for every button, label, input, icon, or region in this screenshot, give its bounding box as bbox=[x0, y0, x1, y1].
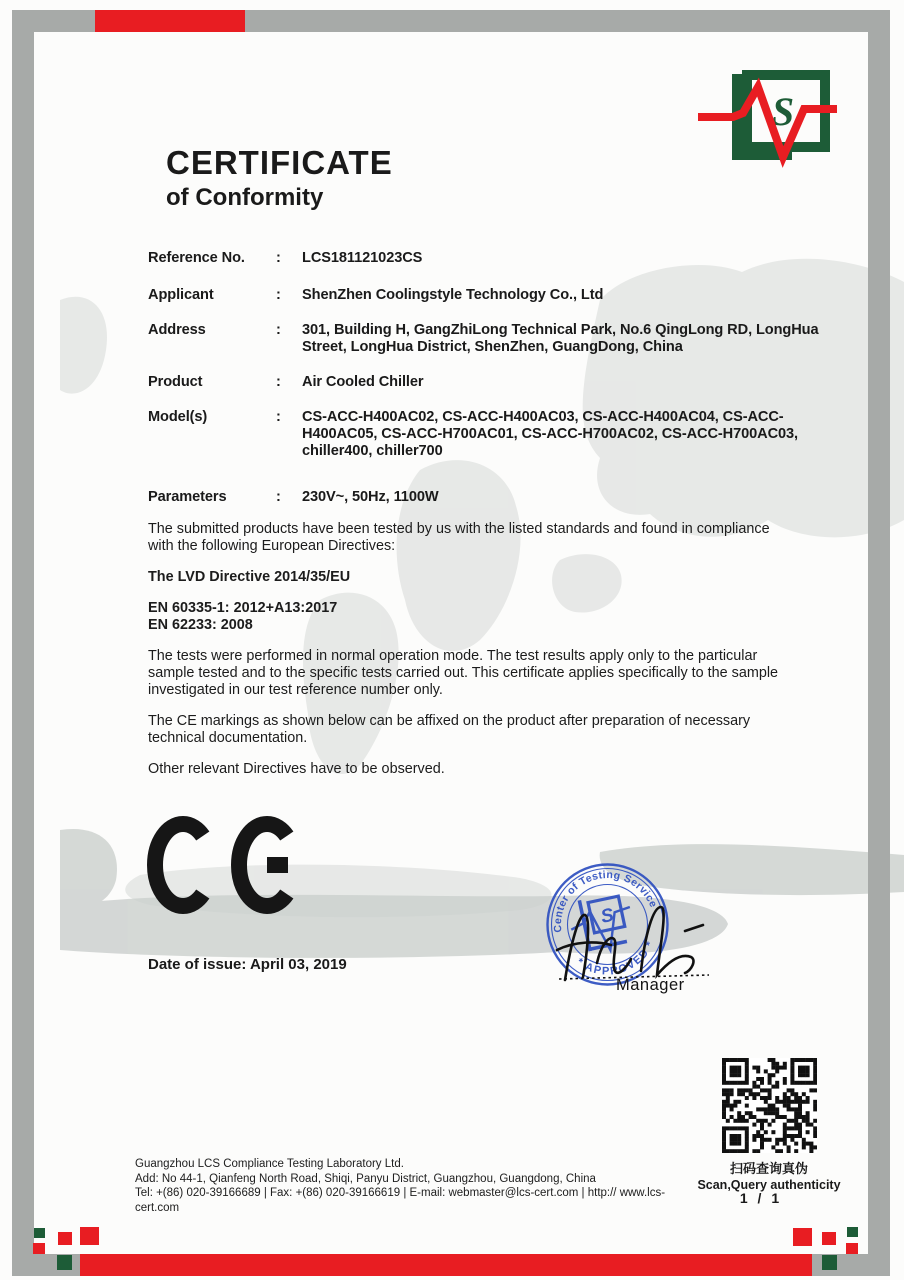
ce-note-paragraph: The CE markings as shown below can be affixed on the product after preparation of necessary technical documentation. bbox=[148, 713, 751, 746]
qr-caption-cn: 扫码查询真伪 bbox=[729, 1161, 808, 1176]
certificate-subtitle: of Conformity bbox=[166, 183, 324, 211]
directive-line: The LVD Directive 2014/35/EU bbox=[148, 569, 351, 585]
certificate-title: CERTIFICATE bbox=[166, 144, 393, 181]
date-of-issue: Date of issue: April 03, 2019 bbox=[148, 956, 347, 973]
field-label: Parameters bbox=[148, 489, 227, 505]
standard-line: EN 60335-1: 2012+A13:2017 bbox=[148, 600, 338, 616]
field-parameters bbox=[148, 489, 820, 506]
stamp-center-letter: S bbox=[598, 904, 616, 928]
deco-square bbox=[57, 1255, 72, 1270]
issuer-contact: Tel: +(86) 020-39166689 | Fax: +(86) 020-39166619 | E-mail: webmaster@lcs-cert.com | http:// www.lcs-cert.com bbox=[135, 1187, 666, 1214]
deco-square bbox=[58, 1232, 72, 1245]
page-number: 1 / 1 bbox=[739, 1190, 783, 1206]
field-value: LCS181121023CS bbox=[302, 250, 423, 266]
issuer-address: Add: No 44-1, Qianfeng North Road, Shiqi, Panyu District, Guangzhou, Guangdong, China bbox=[135, 1172, 596, 1185]
stamp-ring-text-bottom: * APPROVED * bbox=[574, 938, 657, 978]
field-colon: : bbox=[276, 409, 281, 425]
field-applicant bbox=[148, 287, 820, 304]
signer-title: Manager bbox=[616, 976, 685, 994]
field-colon: : bbox=[276, 489, 281, 505]
standard-line: EN 62233: 2008 bbox=[148, 617, 253, 633]
field-colon: : bbox=[276, 287, 281, 303]
field-product bbox=[148, 374, 820, 391]
deco-square bbox=[33, 1243, 45, 1254]
issuer-footer bbox=[135, 1157, 695, 1215]
field-label: Applicant bbox=[148, 287, 214, 303]
deco-square bbox=[847, 1227, 858, 1237]
other-note-paragraph: Other relevant Directives have to be observed. bbox=[148, 761, 445, 777]
deco-square bbox=[822, 1232, 836, 1245]
certificate-body bbox=[148, 521, 798, 792]
field-address bbox=[148, 322, 820, 356]
deco-square bbox=[80, 1227, 99, 1245]
logo-letter: S bbox=[771, 89, 795, 134]
deco-square bbox=[822, 1255, 837, 1270]
field-colon: : bbox=[276, 250, 281, 266]
frame-right bbox=[868, 10, 890, 1276]
frame-left bbox=[12, 10, 34, 1276]
issuer-company: Guangzhou LCS Compliance Testing Laboratory Ltd. bbox=[135, 1158, 404, 1170]
ce-mark bbox=[145, 814, 295, 916]
field-value: 301, Building H, GangZhiLong Technical Park, No.6 QingLong RD, LongHua Street, LongHua District, ShenZhen, GuangDong, China bbox=[302, 322, 819, 355]
lcs-logo bbox=[695, 57, 840, 169]
certificate-fields bbox=[148, 250, 820, 506]
field-label: Reference No. bbox=[148, 250, 245, 266]
field-reference-no bbox=[148, 250, 820, 267]
field-colon: : bbox=[276, 374, 281, 390]
authenticity-qr-code bbox=[722, 1058, 817, 1153]
field-label: Product bbox=[148, 374, 203, 390]
field-value: 230V~, 50Hz, 1100W bbox=[302, 489, 439, 505]
field-value: Air Cooled Chiller bbox=[302, 374, 424, 390]
field-label: Model(s) bbox=[148, 409, 208, 425]
title-block bbox=[166, 146, 393, 212]
intro-paragraph: The submitted products have been tested by us with the listed standards and found in compliance with the following European Directives: bbox=[148, 521, 770, 554]
stamp-ring-text-top: Center of Testing Service bbox=[551, 868, 660, 933]
tests-note-paragraph: The tests were performed in normal operation mode. The test results apply only to the particular sample tested and to the specific tests carried out. This certificate applies specifically to the sample investigated in our test reference number only. bbox=[148, 648, 779, 698]
qr-caption-en: Scan,Query authenticity bbox=[697, 1178, 841, 1192]
field-value: CS-ACC-H400AC02, CS-ACC-H400AC03, CS-ACC-H400AC04, CS-ACC-H400AC05, CS-ACC-H700AC01, CS-ACC-H700AC02, CS-ACC-H700AC03, chiller400, chiller700 bbox=[302, 409, 799, 459]
frame-top-red-accent bbox=[95, 10, 245, 32]
deco-square bbox=[34, 1228, 45, 1238]
qr-caption bbox=[684, 1158, 854, 1192]
frame-bottom-red bbox=[80, 1254, 812, 1276]
field-models bbox=[148, 409, 820, 460]
field-value: ShenZhen Coolingstyle Technology Co., Ltd bbox=[302, 287, 604, 303]
deco-square bbox=[793, 1228, 812, 1246]
field-label: Address bbox=[148, 322, 206, 338]
field-colon: : bbox=[276, 322, 281, 338]
deco-square bbox=[846, 1243, 858, 1254]
